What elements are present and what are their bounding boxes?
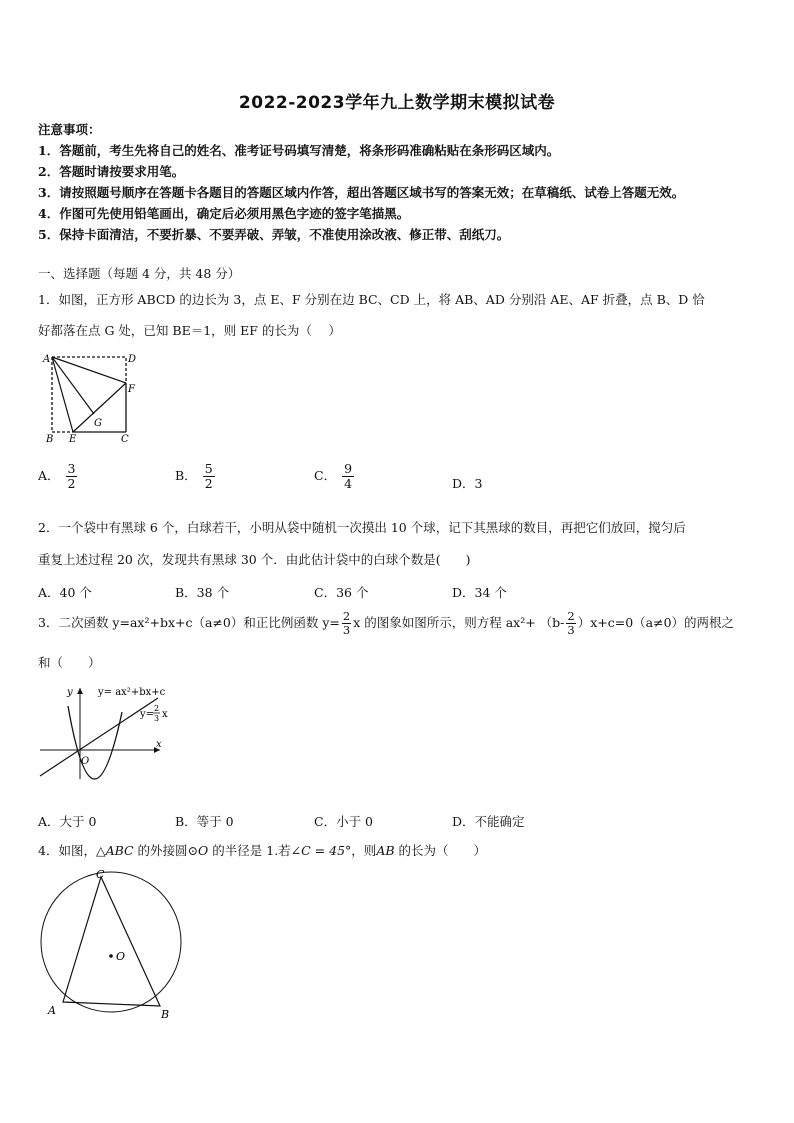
q1-label-A: A — [43, 354, 51, 365]
q3-graph-figure — [38, 683, 188, 783]
q4-label-O: O — [116, 950, 126, 963]
q3-option-b: B．等于 0 — [175, 814, 234, 829]
q4-circle-figure — [36, 866, 196, 1026]
notice-item-3: 3．请按照题号顺序在答题卡各题目的答题区域内作答，超出答题区域书写的答案无效；在草稿纸、试卷上答题无效。 — [38, 185, 685, 200]
q4-label-A: A — [48, 1004, 56, 1017]
q1-option-d: D．3 — [452, 476, 483, 491]
q1-option-c: C． $\frac{9}{4}$ — [314, 461, 353, 491]
q1-text-line2: 好都落在点 G 处，已知 BE＝1，则 EF 的长为（ ） — [38, 323, 341, 338]
q1-label-D: D — [128, 354, 137, 365]
q3-label-parabola: y= ax²+bx+c — [98, 687, 166, 698]
q2-option-c: C．36 个 — [314, 585, 369, 600]
section-heading: 一、选择题（每题 4 分，共 48 分） — [38, 266, 241, 281]
q1-square-figure — [38, 350, 138, 446]
q2-option-d: D．34 个 — [452, 585, 507, 600]
q1-option-b: B． $\frac{5}{2}$ — [175, 461, 213, 491]
q3-text-line2: 和（ ） — [38, 655, 101, 670]
q1-label-E: E — [69, 434, 77, 445]
q3-option-a: A．大于 0 — [38, 814, 97, 829]
q4-text: 4．如图，△ABC 的外接圆⊙O 的半径是 1.若∠C = 45°，则AB 的长为（ ） — [38, 843, 487, 858]
q1-label-C: C — [121, 434, 129, 445]
q3-option-c: C．小于 0 — [314, 814, 373, 829]
notice-heading: 注意事项： — [38, 122, 101, 137]
q3-label-line-x: x — [162, 709, 168, 720]
notice-item-1: 1．答题前，考生先将自己的姓名、准考证号码填写清楚，将条形码准确粘贴在条形码区域内。 — [38, 143, 560, 158]
q2-text-line1: 2．一个袋中有黑球 6 个，白球若干，小明从袋中随机一次摸出 10 个球，记下其黑球的数目，再把它们放回，搅匀后 — [38, 520, 686, 535]
q3-text-line1: 3．二次函数 y=ax²+bx+c（a≠0）和正比例函数 y= $\frac{2}{3}$ x 的图象如图所示，则方程 ax²+ （b- $\frac{2}{3}$ ）x+c=0（a≠0）的两根之 — [38, 609, 735, 637]
notice-item-2: 2．答题时请按要求用笔。 — [38, 164, 185, 179]
q3-label-line-prefix: y= — [140, 709, 155, 720]
q3-label-origin: O — [81, 756, 90, 767]
q2-text-line2: 重复上述过程 20 次，发现共有黑球 30 个．由此估计袋中的白球个数是( ) — [38, 552, 471, 567]
q4-label-B: B — [161, 1008, 170, 1021]
q3-option-d: D．不能确定 — [452, 814, 525, 829]
q2-option-a: A．40 个 — [38, 585, 92, 600]
q2-option-b: B．38 个 — [175, 585, 230, 600]
q3-label-x: x — [156, 739, 162, 750]
q3-label-y: y — [67, 687, 73, 698]
q1-label-B: B — [46, 434, 54, 445]
q1-label-G: G — [94, 418, 102, 429]
notice-item-4: 4．作图可先使用铅笔画出，确定后必须用黑色字迹的签字笔描黑。 — [38, 206, 410, 221]
q4-label-C: C — [96, 868, 105, 881]
page-title: 2022-2023学年九上数学期末模拟试卷 — [238, 93, 556, 113]
notice-item-5: 5．保持卡面清洁，不要折暴、不要弄破、弄皱，不准使用涂改液、修正带、刮纸刀。 — [38, 227, 510, 242]
q1-text-line1: 1．如图，正方形 ABCD 的边长为 3，点 E、F 分别在边 BC、CD 上，将 AB、AD 分别沿 AE、AF 折叠，点 B、D 恰 — [38, 292, 705, 307]
q3-label-line-num: 2 — [154, 704, 160, 713]
q1-option-a: A． $\frac{3}{2}$ — [38, 461, 76, 491]
q3-label-line-den: 3 — [154, 714, 160, 723]
q1-label-F: F — [128, 384, 135, 395]
